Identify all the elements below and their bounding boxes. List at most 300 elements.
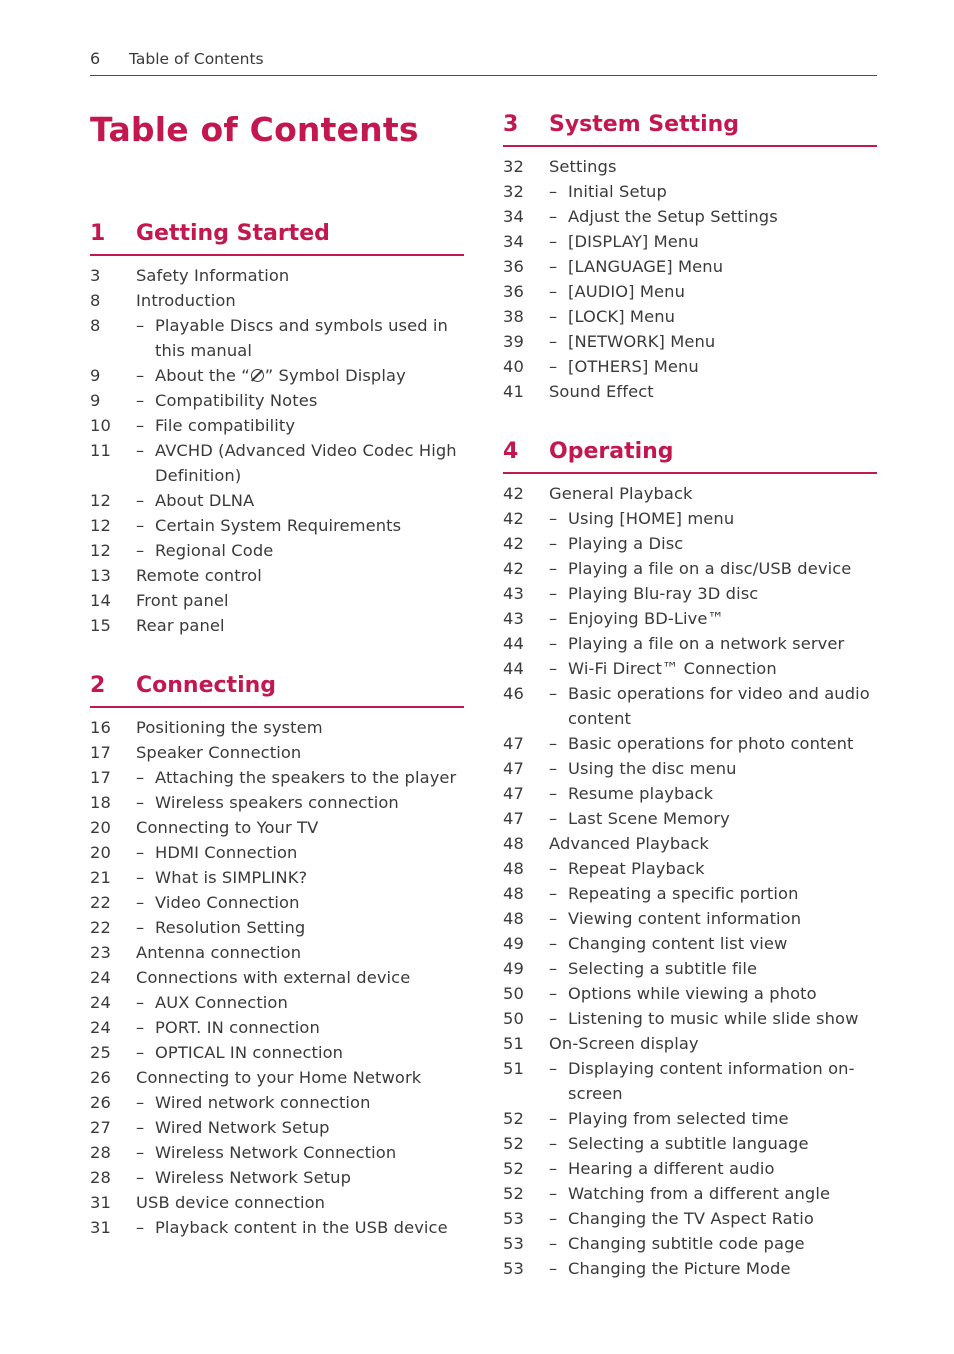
toc-subentry[interactable] <box>503 1206 877 1231</box>
toc-subentry[interactable] <box>503 329 877 354</box>
toc-entry-text <box>568 756 877 781</box>
toc-subentry[interactable] <box>503 1131 877 1156</box>
toc-entry-label: File compatibility <box>155 416 296 435</box>
toc-entry-text <box>136 940 464 965</box>
toc-page-number: 42 <box>503 534 524 553</box>
toc-entry-label: Using the disc menu <box>568 759 737 778</box>
bullet-dash: – <box>136 1143 145 1162</box>
toc-subentry[interactable] <box>90 488 464 513</box>
toc-entry[interactable] <box>503 831 877 856</box>
toc-subentry[interactable] <box>503 656 877 681</box>
toc-subentry[interactable] <box>90 765 464 790</box>
toc-subentry[interactable] <box>503 1006 877 1031</box>
toc-entry-text <box>549 154 877 179</box>
toc-entry[interactable] <box>90 263 464 288</box>
toc-entry-label: About the “ <box>155 366 250 385</box>
running-header <box>90 48 877 76</box>
toc-entry-text <box>155 765 464 790</box>
toc-entry-text <box>568 1106 877 1131</box>
section-system-setting <box>503 108 877 404</box>
toc-subentry[interactable] <box>90 1165 464 1190</box>
toc-subentry[interactable] <box>503 1231 877 1256</box>
toc-entry-label: Displaying content information on- <box>568 1059 855 1078</box>
toc-entry-label: Last Scene Memory <box>568 809 730 828</box>
toc-entry-label: Wired Network Setup <box>155 1118 330 1137</box>
bullet-dash: – <box>136 1168 145 1187</box>
toc-entry-label: Watching from a different angle <box>568 1184 831 1203</box>
toc-subentry[interactable] <box>503 1056 877 1106</box>
toc-page-number: 17 <box>90 743 111 762</box>
toc-entry-text <box>136 740 464 765</box>
toc-page-number: 42 <box>503 484 524 503</box>
section-heading <box>503 108 877 147</box>
toc-entry-label: Connecting to Your TV <box>136 818 319 837</box>
toc-page-number: 21 <box>90 868 111 887</box>
bullet-dash: – <box>549 659 558 678</box>
toc-entry-text <box>136 563 464 588</box>
toc-subentry[interactable] <box>90 790 464 815</box>
toc-entry-text <box>155 513 464 538</box>
toc-subentry[interactable] <box>503 731 877 756</box>
toc-entry-text <box>155 538 464 563</box>
toc-page-number: 16 <box>90 718 111 737</box>
toc-entry-label: Changing subtitle code page <box>568 1234 805 1253</box>
bullet-dash: – <box>549 684 558 703</box>
toc-entry-label: Changing the TV Aspect Ratio <box>568 1209 814 1228</box>
toc-page-number: 43 <box>503 609 524 628</box>
section-getting-started <box>90 217 464 638</box>
bullet-dash: – <box>136 316 145 335</box>
toc-subentry[interactable] <box>90 313 464 363</box>
toc-entry[interactable] <box>503 481 877 506</box>
toc-subentry[interactable] <box>503 1156 877 1181</box>
bullet-dash: – <box>549 859 558 878</box>
toc-entry-label: Options while viewing a photo <box>568 984 817 1003</box>
toc-entry-list <box>90 263 464 638</box>
bullet-dash: – <box>549 784 558 803</box>
toc-page-number: 34 <box>503 207 524 226</box>
toc-subentry[interactable] <box>503 781 877 806</box>
toc-page-number: 40 <box>503 357 524 376</box>
bullet-dash: – <box>136 893 145 912</box>
toc-entry[interactable] <box>90 815 464 840</box>
toc-subentry[interactable] <box>503 229 877 254</box>
toc-entry-label: Playable Discs and symbols used in <box>155 316 448 335</box>
toc-entry-text <box>155 915 464 940</box>
toc-entry-label: Resume playback <box>568 784 714 803</box>
toc-subentry[interactable] <box>503 881 877 906</box>
toc-entry-label: [OTHERS] Menu <box>568 357 699 376</box>
toc-entry-text <box>568 304 877 329</box>
toc-subentry[interactable] <box>503 556 877 581</box>
toc-page-number: 13 <box>90 566 111 585</box>
toc-entry-text <box>549 831 877 856</box>
toc-subentry[interactable] <box>503 806 877 831</box>
toc-subentry[interactable] <box>503 279 877 304</box>
toc-page-number: 25 <box>90 1043 111 1062</box>
toc-entry-text <box>568 781 877 806</box>
toc-entry-label: AUX Connection <box>155 993 288 1012</box>
toc-page-number: 47 <box>503 759 524 778</box>
bullet-dash: – <box>549 282 558 301</box>
toc-entry-text <box>155 1040 464 1065</box>
toc-entry-label: Listening to music while slide show <box>568 1009 859 1028</box>
toc-entry-text <box>136 588 464 613</box>
toc-entry-label: [DISPLAY] Menu <box>568 232 699 251</box>
toc-entry[interactable] <box>90 613 464 638</box>
bullet-dash: – <box>549 734 558 753</box>
toc-subentry[interactable] <box>90 1140 464 1165</box>
toc-entry-text <box>568 329 877 354</box>
toc-page-number: 52 <box>503 1184 524 1203</box>
bullet-dash: – <box>549 307 558 326</box>
toc-entry-text <box>136 715 464 740</box>
toc-subentry[interactable] <box>90 363 464 388</box>
bullet-dash: – <box>136 516 145 535</box>
toc-subentry[interactable] <box>90 865 464 890</box>
page-number: 6 <box>90 49 101 68</box>
section-number: 4 <box>503 439 519 464</box>
toc-entry-label: Playing Blu-ray 3D disc <box>568 584 759 603</box>
toc-page-number: 9 <box>90 391 101 410</box>
bullet-dash: – <box>549 934 558 953</box>
toc-entry-text <box>136 263 464 288</box>
bullet-dash: – <box>549 984 558 1003</box>
toc-entry-text <box>568 1156 877 1181</box>
toc-entry-label: Changing the Picture Mode <box>568 1259 791 1278</box>
toc-entry-text <box>568 179 877 204</box>
toc-entry-label: Settings <box>549 157 617 176</box>
toc-entry-label: Rear panel <box>136 616 225 635</box>
toc-page-number: 12 <box>90 541 111 560</box>
toc-page-number: 51 <box>503 1059 524 1078</box>
toc-entry-label: Compatibility Notes <box>155 391 318 410</box>
bullet-dash: – <box>549 207 558 226</box>
toc-page-number: 43 <box>503 584 524 603</box>
toc-page-number: 12 <box>90 516 111 535</box>
section-operating <box>503 435 877 1281</box>
toc-entry-text <box>568 581 877 606</box>
toc-page-number: 52 <box>503 1109 524 1128</box>
bullet-dash: – <box>136 918 145 937</box>
bullet-dash: – <box>549 1009 558 1028</box>
bullet-dash: – <box>136 768 145 787</box>
toc-page-number: 42 <box>503 559 524 578</box>
toc-entry-text <box>549 481 877 506</box>
bullet-dash: – <box>549 1059 558 1078</box>
toc-page-number: 3 <box>90 266 101 285</box>
toc-entry[interactable] <box>90 288 464 313</box>
toc-page-number: 50 <box>503 1009 524 1028</box>
bullet-dash: – <box>549 357 558 376</box>
toc-entry-text <box>136 288 464 313</box>
toc-page-number: 27 <box>90 1118 111 1137</box>
toc-subentry[interactable] <box>503 1256 877 1281</box>
toc-entry-label: Wi-Fi Direct™ Connection <box>568 659 777 678</box>
toc-entry-label: Antenna connection <box>136 943 302 962</box>
toc-page-number: 47 <box>503 734 524 753</box>
page-title: Table of Contents <box>90 110 419 149</box>
toc-entry[interactable] <box>503 1031 877 1056</box>
toc-page-number: 44 <box>503 634 524 653</box>
toc-page-number: 22 <box>90 893 111 912</box>
bullet-dash: – <box>549 1159 558 1178</box>
toc-entry[interactable] <box>503 379 877 404</box>
toc-page-number: 49 <box>503 934 524 953</box>
toc-subentry[interactable] <box>503 1106 877 1131</box>
toc-entry-text <box>568 229 877 254</box>
toc-entry-text <box>155 388 464 413</box>
toc-subentry[interactable] <box>503 681 877 731</box>
toc-subentry[interactable] <box>90 388 464 413</box>
toc-entry-text <box>568 731 877 756</box>
toc-page-number: 20 <box>90 818 111 837</box>
toc-page-number: 38 <box>503 307 524 326</box>
toc-page-number: 53 <box>503 1209 524 1228</box>
toc-subentry[interactable] <box>503 856 877 881</box>
bullet-dash: – <box>549 609 558 628</box>
toc-subentry[interactable] <box>503 1181 877 1206</box>
toc-entry-label: Wired network connection <box>155 1093 371 1112</box>
bullet-dash: – <box>136 416 145 435</box>
toc-entry-text <box>568 656 877 681</box>
toc-subentry[interactable] <box>90 1015 464 1040</box>
bullet-dash: – <box>549 884 558 903</box>
toc-entry-label: Changing content list view <box>568 934 788 953</box>
toc-page-number: 9 <box>90 366 101 385</box>
toc-entry-label: PORT. IN connection <box>155 1018 320 1037</box>
toc-subentry[interactable] <box>503 506 877 531</box>
toc-entry-text <box>568 1006 877 1031</box>
toc-entry-label: Wireless Network Connection <box>155 1143 397 1162</box>
toc-entry[interactable] <box>90 563 464 588</box>
bullet-dash: – <box>136 1018 145 1037</box>
toc-subentry[interactable] <box>503 931 877 956</box>
toc-entry-text <box>568 506 877 531</box>
toc-page-number: 46 <box>503 684 524 703</box>
toc-page-number: 48 <box>503 884 524 903</box>
toc-page-number: 26 <box>90 1068 111 1087</box>
toc-page-number: 53 <box>503 1234 524 1253</box>
toc-page-number: 17 <box>90 768 111 787</box>
toc-entry-text <box>155 1115 464 1140</box>
toc-subentry[interactable] <box>503 581 877 606</box>
section-connecting <box>90 669 464 1240</box>
toc-subentry[interactable] <box>503 304 877 329</box>
toc-page-number: 47 <box>503 809 524 828</box>
toc-subentry[interactable] <box>90 915 464 940</box>
toc-entry[interactable] <box>90 715 464 740</box>
toc-entry-label: AVCHD (Advanced Video Codec High <box>155 441 457 460</box>
toc-page-number: 39 <box>503 332 524 351</box>
toc-subentry[interactable] <box>90 538 464 563</box>
toc-subentry[interactable] <box>90 1215 464 1240</box>
toc-page-number: 8 <box>90 316 101 335</box>
toc-entry-label: Wireless Network Setup <box>155 1168 352 1187</box>
toc-page-number: 51 <box>503 1034 524 1053</box>
toc-entry-label: [NETWORK] Menu <box>568 332 716 351</box>
toc-page-number: 11 <box>90 441 111 460</box>
toc-page-number: 52 <box>503 1134 524 1153</box>
toc-subentry[interactable] <box>503 254 877 279</box>
toc-entry-text <box>155 890 464 915</box>
toc-page-number: 50 <box>503 984 524 1003</box>
toc-entry-text <box>155 840 464 865</box>
toc-page-number: 31 <box>90 1193 111 1212</box>
toc-entry-text <box>568 931 877 956</box>
toc-entry-continuation: this manual <box>155 341 252 360</box>
toc-page-number: 36 <box>503 257 524 276</box>
toc-entry-label: Positioning the system <box>136 718 323 737</box>
toc-entry-label: Attaching the speakers to the player <box>155 768 457 787</box>
toc-entry[interactable] <box>90 588 464 613</box>
bullet-dash: – <box>549 1184 558 1203</box>
toc-entry-label: Introduction <box>136 291 236 310</box>
toc-subentry[interactable] <box>503 956 877 981</box>
toc-subentry[interactable] <box>90 1090 464 1115</box>
toc-subentry[interactable] <box>90 1115 464 1140</box>
toc-entry-label: Playback content in the USB device <box>155 1218 448 1237</box>
toc-entry-text <box>136 965 464 990</box>
toc-entry-text <box>568 1181 877 1206</box>
toc-page-number: 18 <box>90 793 111 812</box>
toc-entry-text <box>568 806 877 831</box>
toc-entry-list <box>90 715 464 1240</box>
toc-entry-label: USB device connection <box>136 1193 326 1212</box>
toc-entry-text <box>136 815 464 840</box>
toc-entry-label: Connecting to your Home Network <box>136 1068 422 1087</box>
toc-subentry[interactable] <box>503 179 877 204</box>
toc-entry-label: Speaker Connection <box>136 743 302 762</box>
toc-page-number: 48 <box>503 859 524 878</box>
toc-entry-label: Safety Information <box>136 266 290 285</box>
bullet-dash: – <box>549 509 558 528</box>
bullet-dash: – <box>549 1134 558 1153</box>
toc-entry-list <box>503 481 877 1281</box>
section-title: Operating <box>549 439 674 464</box>
section-number: 1 <box>90 221 106 246</box>
toc-page-number: 41 <box>503 382 524 401</box>
toc-subentry[interactable] <box>503 981 877 1006</box>
bullet-dash: – <box>549 584 558 603</box>
toc-entry-text <box>155 865 464 890</box>
toc-subentry[interactable] <box>90 840 464 865</box>
bullet-dash: – <box>549 1109 558 1128</box>
toc-entry-text <box>549 379 877 404</box>
toc-entry-text <box>136 613 464 638</box>
toc-entry-text <box>568 881 877 906</box>
toc-subentry[interactable] <box>90 438 464 488</box>
bullet-dash: – <box>549 1259 558 1278</box>
toc-entry[interactable] <box>90 740 464 765</box>
bullet-dash: – <box>549 1209 558 1228</box>
bullet-dash: – <box>549 182 558 201</box>
toc-page-number: 48 <box>503 909 524 928</box>
toc-entry-text <box>155 790 464 815</box>
bullet-dash: – <box>136 441 145 460</box>
toc-page-number: 28 <box>90 1143 111 1162</box>
toc-entry-text <box>568 856 877 881</box>
toc-entry-text <box>136 1190 464 1215</box>
toc-page-number: 34 <box>503 232 524 251</box>
toc-entry-text <box>549 1031 877 1056</box>
toc-entry-label-suffix: ” Symbol Display <box>264 366 406 385</box>
toc-entry-label: Remote control <box>136 566 262 585</box>
toc-entry-text <box>155 1165 464 1190</box>
toc-subentry[interactable] <box>90 1040 464 1065</box>
toc-entry-label: General Playback <box>549 484 693 503</box>
toc-entry-label: Selecting a subtitle language <box>568 1134 809 1153</box>
toc-entry-label: Basic operations for video and audio <box>568 684 870 703</box>
toc-subentry[interactable] <box>90 513 464 538</box>
toc-page-number: 23 <box>90 943 111 962</box>
toc-entry-list <box>503 154 877 404</box>
toc-entry-label: Adjust the Setup Settings <box>568 207 778 226</box>
toc-entry-text <box>568 204 877 229</box>
toc-entry-text <box>155 1215 464 1240</box>
toc-entry-label: On-Screen display <box>549 1034 699 1053</box>
toc-entry-text <box>568 1056 877 1106</box>
toc-subentry[interactable] <box>503 906 877 931</box>
toc-entry-label: Repeating a specific portion <box>568 884 799 903</box>
section-heading <box>90 217 464 256</box>
toc-subentry[interactable] <box>503 631 877 656</box>
toc-entry-label: About DLNA <box>155 491 255 510</box>
toc-subentry[interactable] <box>503 531 877 556</box>
toc-entry-text <box>568 1256 877 1281</box>
bullet-dash: – <box>549 1234 558 1253</box>
bullet-dash: – <box>136 1043 145 1062</box>
prohibited-symbol-icon <box>251 369 264 382</box>
toc-entry-label: OPTICAL IN connection <box>155 1043 344 1062</box>
toc-entry-label: Selecting a subtitle file <box>568 959 758 978</box>
toc-subentry[interactable] <box>503 606 877 631</box>
toc-page-number: 53 <box>503 1259 524 1278</box>
bullet-dash: – <box>549 809 558 828</box>
toc-entry-label: Video Connection <box>155 893 300 912</box>
toc-entry-continuation: screen <box>568 1084 623 1103</box>
toc-entry-text <box>568 254 877 279</box>
toc-entry-text <box>155 363 464 388</box>
bullet-dash: – <box>549 232 558 251</box>
toc-subentry[interactable] <box>90 990 464 1015</box>
toc-entry-continuation: content <box>568 709 632 728</box>
toc-entry-label: What is SIMPLINK? <box>155 868 308 887</box>
toc-subentry[interactable] <box>90 890 464 915</box>
toc-subentry[interactable] <box>503 354 877 379</box>
toc-subentry[interactable] <box>90 413 464 438</box>
bullet-dash: – <box>136 793 145 812</box>
toc-entry[interactable] <box>90 940 464 965</box>
toc-entry-text <box>568 279 877 304</box>
toc-entry[interactable] <box>90 965 464 990</box>
toc-entry-text <box>155 990 464 1015</box>
toc-page-number: 28 <box>90 1168 111 1187</box>
toc-subentry[interactable] <box>503 756 877 781</box>
toc-page-number: 12 <box>90 491 111 510</box>
bullet-dash: – <box>549 959 558 978</box>
toc-page-number: 20 <box>90 843 111 862</box>
toc-entry[interactable] <box>503 154 877 179</box>
toc-page-number: 24 <box>90 993 111 1012</box>
toc-subentry[interactable] <box>503 204 877 229</box>
bullet-dash: – <box>136 1218 145 1237</box>
bullet-dash: – <box>136 366 145 385</box>
toc-entry-label: Playing a file on a network server <box>568 634 845 653</box>
toc-entry[interactable] <box>90 1065 464 1090</box>
toc-page-number: 32 <box>503 182 524 201</box>
toc-entry[interactable] <box>90 1190 464 1215</box>
